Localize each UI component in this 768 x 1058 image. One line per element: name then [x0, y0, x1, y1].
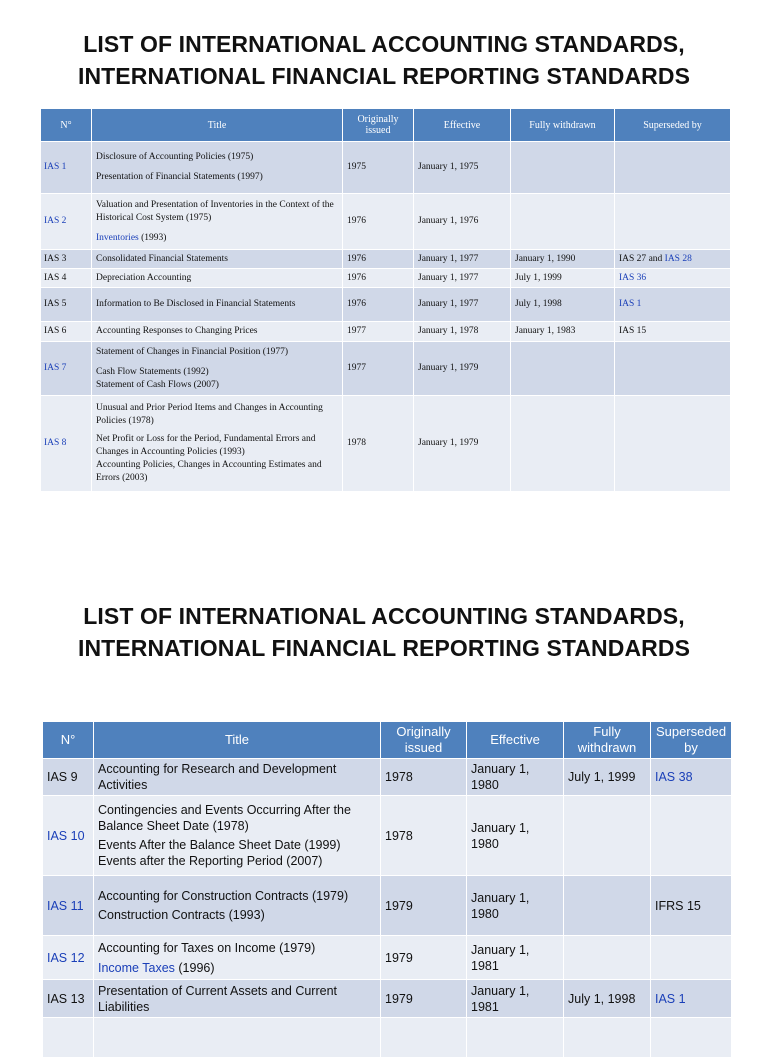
superseded-by-link[interactable]: IAS 1: [655, 991, 686, 1006]
standard-title-cell: Information to Be Disclosed in Financial Statements: [92, 288, 343, 322]
fully-withdrawn-cell: July 1, 1999: [511, 269, 615, 288]
standard-title-cell: Accounting for Research and Development Activities: [94, 759, 381, 796]
effective-cell: January 1, 1981: [467, 936, 564, 980]
effective-cell: January 1, 1976: [414, 194, 511, 250]
fully-withdrawn-cell: January 1, 1990: [511, 250, 615, 269]
income-taxes-link[interactable]: Income Taxes: [98, 960, 175, 975]
superseded-by-link[interactable]: IAS 1: [619, 299, 642, 309]
title-line: Statement of Changes in Financial Position (1977): [96, 346, 289, 357]
standard-number: IAS 13: [43, 980, 94, 1018]
fully-withdrawn-cell: [564, 876, 651, 936]
effective-cell: January 1, 1978: [414, 322, 511, 342]
table-header-row: [41, 109, 731, 142]
table-row: [43, 876, 732, 936]
header-effective: Effective: [467, 722, 564, 759]
slide-title: [0, 600, 768, 664]
header-no: N°: [43, 722, 94, 759]
effective-cell: January 1, 1977: [414, 288, 511, 322]
standard-title-cell: [94, 876, 381, 936]
effective-cell: January 1, 1979: [414, 342, 511, 396]
title-line: Cash Flow Statements (1992): [96, 366, 209, 377]
standard-number-link[interactable]: IAS 1: [41, 142, 92, 194]
title-line: Net Profit or Loss for the Period, Fundamental Errors and Changes in Accounting Policies (1993): [96, 434, 316, 457]
superseded-by-cell[interactable]: [615, 288, 731, 322]
originally-issued-cell: 1976: [343, 269, 414, 288]
standard-number: IAS 9: [43, 759, 94, 796]
superseded-by-link[interactable]: IAS 36: [619, 272, 647, 283]
fully-withdrawn-cell: [511, 142, 615, 194]
originally-issued-cell: 1979: [381, 936, 467, 980]
title-line: Events after the Reporting Period (2007): [98, 854, 323, 868]
superseded-by-link[interactable]: IAS 28: [664, 253, 692, 264]
originally-issued-cell: 1975: [343, 142, 414, 194]
originally-issued-cell: 1979: [381, 980, 467, 1018]
title-line: Contingencies and Events Occurring After the Balance Sheet Date (1978): [98, 803, 351, 833]
title-line: Accounting Policies, Changes in Accounting Estimates and Errors (2003): [96, 460, 322, 483]
slide-title-line-1: LIST OF INTERNATIONAL ACCOUNTING STANDARDS,: [83, 603, 685, 629]
title-line: Construction Contracts (1993): [98, 908, 265, 922]
slide-1: [0, 0, 768, 512]
table-header-row: [43, 722, 732, 759]
originally-issued-cell: 1978: [381, 796, 467, 876]
standard-number-link[interactable]: IAS 11: [43, 876, 94, 936]
table-row: [41, 396, 731, 492]
fully-withdrawn-cell: January 1, 1983: [511, 322, 615, 342]
title-line: Valuation and Presentation of Inventories in the Context of the Historical Cost System (1975): [96, 199, 334, 223]
effective-cell: January 1, 1977: [414, 250, 511, 269]
table-row: [43, 980, 732, 1018]
superseded-by-cell: IFRS 15: [651, 876, 732, 936]
title-line: Events After the Balance Sheet Date (1999): [98, 838, 341, 852]
standard-number-link[interactable]: IAS 8: [41, 396, 92, 492]
table-row: [43, 759, 732, 796]
standard-title-cell: Presentation of Current Assets and Current Liabilities: [94, 980, 381, 1018]
header-superseded-by: Superseded by: [615, 109, 731, 142]
standard-title-cell: Consolidated Financial Statements: [92, 250, 343, 269]
standard-title-cell: Depreciation Accounting: [92, 269, 343, 288]
header-superseded-by: Superseded by: [651, 722, 732, 759]
superseded-by-cell: [615, 396, 731, 492]
effective-cell: January 1, 1980: [467, 876, 564, 936]
standard-number: IAS 4: [41, 269, 92, 288]
originally-issued-cell: 1976: [343, 250, 414, 269]
header-fully-withdrawn: Fully withdrawn: [511, 109, 615, 142]
superseded-by-cell: IAS 27 and IAS 28: [615, 250, 731, 269]
fully-withdrawn-cell: [511, 342, 615, 396]
superseded-by-link[interactable]: IAS 38: [655, 770, 693, 784]
originally-issued-cell: 1976: [343, 194, 414, 250]
standard-title-cell: Accounting Responses to Changing Prices: [92, 322, 343, 342]
header-title: Title: [94, 722, 381, 759]
table-row: [41, 322, 731, 342]
effective-cell: January 1, 1980: [467, 796, 564, 876]
superseded-by-cell: [615, 194, 731, 250]
slide-title: [0, 28, 768, 92]
superseded-by-cell[interactable]: [651, 980, 732, 1018]
table-row: [43, 796, 732, 876]
standard-number: IAS 3: [41, 250, 92, 269]
slide-2: [0, 573, 768, 1024]
effective-cell: January 1, 1975: [414, 142, 511, 194]
title-line: Unusual and Prior Period Items and Changes in Accounting Policies (1978): [96, 403, 323, 426]
title-line: Accounting for Construction Contracts (1979): [98, 889, 349, 903]
header-title: Title: [92, 109, 343, 142]
title-line: Accounting for Taxes on Income (1979): [98, 940, 316, 955]
standard-number-link[interactable]: IAS 10: [43, 796, 94, 876]
fully-withdrawn-cell: July 1, 1999: [564, 759, 651, 796]
table-row: [41, 288, 731, 322]
effective-cell: January 1, 1977: [414, 269, 511, 288]
standard-title-cell: [94, 796, 381, 876]
superseded-by-cell: [651, 936, 732, 980]
effective-cell: January 1, 1979: [414, 396, 511, 492]
fully-withdrawn-cell: [564, 796, 651, 876]
header-originally-issued: Originally issued: [381, 722, 467, 759]
fully-withdrawn-cell: July 1, 1998: [564, 980, 651, 1018]
superseded-by-cell: [615, 342, 731, 396]
standard-title-cell: [92, 396, 343, 492]
table-row: [41, 194, 731, 250]
standards-table: [40, 108, 731, 492]
superseded-by-cell: IAS 15: [615, 322, 731, 342]
originally-issued-cell: 1977: [343, 342, 414, 396]
effective-cell: January 1, 1980: [467, 759, 564, 796]
standard-title-cell: [94, 936, 381, 980]
header-no: N°: [41, 109, 92, 142]
title-line: Presentation of Financial Statements (1997): [96, 172, 263, 182]
title-line: Statement of Cash Flows (2007): [96, 379, 219, 390]
originally-issued-cell: 1979: [381, 876, 467, 936]
originally-issued-cell: 1978: [381, 759, 467, 796]
table-row: [41, 250, 731, 269]
superseded-by-cell: [615, 142, 731, 194]
standards-table: [42, 721, 732, 1058]
table-row: [41, 142, 731, 194]
header-originally-issued: Originally issued: [343, 109, 414, 142]
title-line: Income Taxes (1996): [98, 960, 215, 975]
standard-number-link[interactable]: IAS 12: [43, 936, 94, 980]
header-effective: Effective: [414, 109, 511, 142]
standard-title-cell: [92, 194, 343, 250]
standard-title-cell: [92, 342, 343, 396]
table-row: [41, 342, 731, 396]
table-row: [41, 269, 731, 288]
superseded-by-cell[interactable]: [651, 759, 732, 796]
fully-withdrawn-cell: July 1, 1998: [511, 288, 615, 322]
inventories-link[interactable]: Inventories: [96, 232, 139, 243]
superseded-by-cell: [651, 796, 732, 876]
table-row: [43, 936, 732, 980]
originally-issued-cell: 1978: [343, 396, 414, 492]
fully-withdrawn-cell: [511, 396, 615, 492]
standard-number-link[interactable]: IAS 2: [41, 194, 92, 250]
effective-cell: January 1, 1981: [467, 980, 564, 1018]
superseded-by-cell[interactable]: [615, 269, 731, 288]
slide-title-line-2: INTERNATIONAL FINANCIAL REPORTING STANDARDS: [77, 63, 691, 89]
slide-title-line-2: INTERNATIONAL FINANCIAL REPORTING STANDARDS: [77, 635, 691, 661]
standard-number-link[interactable]: IAS 7: [41, 342, 92, 396]
title-line: Disclosure of Accounting Policies (1975): [96, 152, 254, 162]
standard-title-cell: [92, 142, 343, 194]
fully-withdrawn-cell: [564, 936, 651, 980]
originally-issued-cell: 1976: [343, 288, 414, 322]
title-line: Inventories (1993): [96, 232, 167, 243]
slide-title-line-1: LIST OF INTERNATIONAL ACCOUNTING STANDARDS,: [83, 31, 685, 57]
standard-number: IAS 6: [41, 322, 92, 342]
header-fully-withdrawn: Fully withdrawn: [564, 722, 651, 759]
standard-number: IAS 5: [41, 288, 92, 322]
originally-issued-cell: 1977: [343, 322, 414, 342]
fully-withdrawn-cell: [511, 194, 615, 250]
